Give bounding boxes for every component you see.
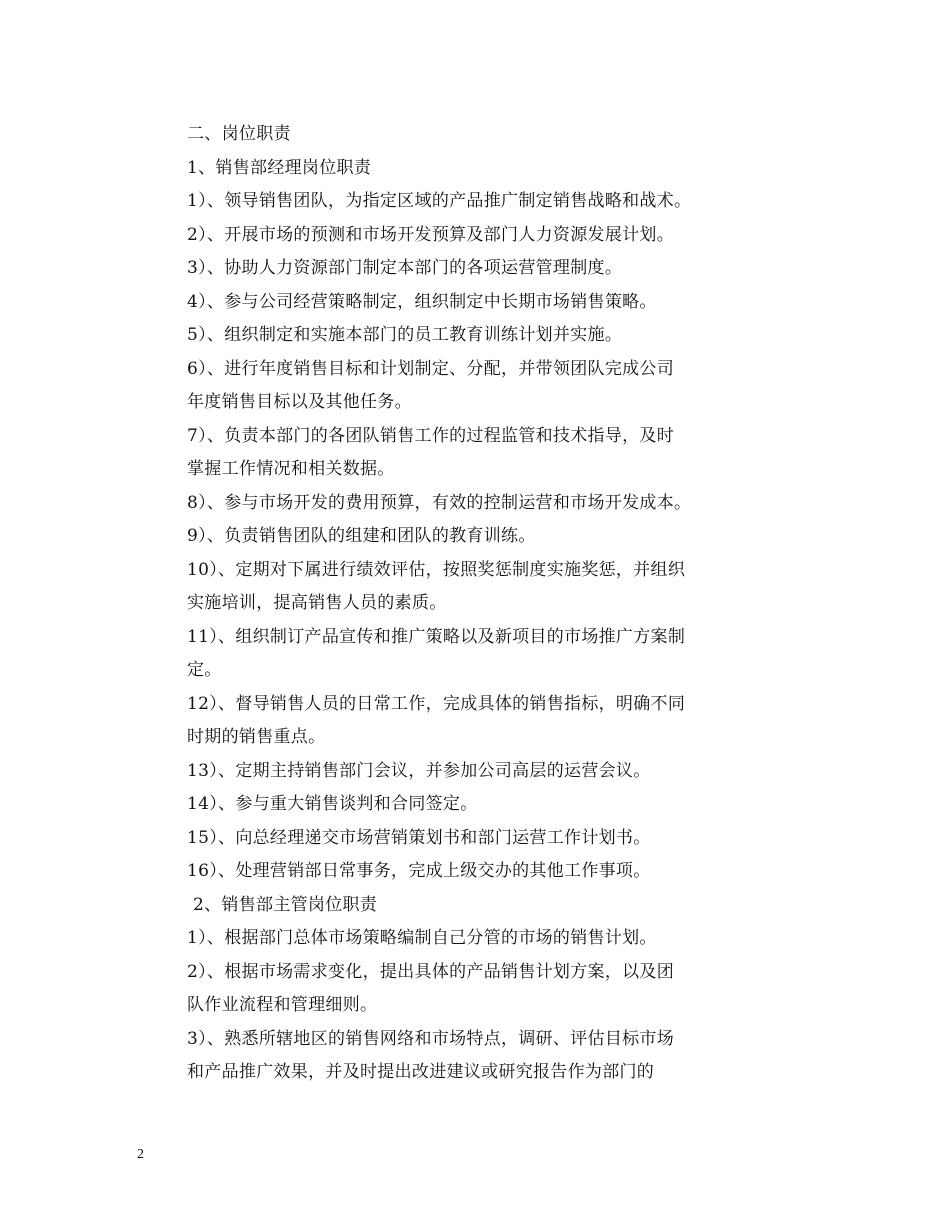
paragraph-line: 2）、根据市场需求变化，提出具体的产品销售计划方案，以及团 (187, 961, 675, 982)
paragraph-line: 5）、组织制定和实施本部门的员工教育训练计划并实施。 (187, 325, 623, 345)
paragraph-line: 3）、熟悉所辖地区的销售网络和市场特点，调研、评估目标市场 (187, 1028, 675, 1049)
paragraph-line: 2）、开展市场的预测和市场开发预算及部门人力资源发展计划。 (187, 224, 675, 245)
paragraph-line: 12）、督导销售人员的日常工作，完成具体的销售指标，明确不同 (187, 693, 686, 714)
paragraph-line: 8）、参与市场开发的费用预算，有效的控制运营和市场开发成本。 (187, 492, 692, 513)
paragraph-line: 11）、组织制订产品宣传和推广策略以及新项目的市场推广方案制 (187, 626, 686, 647)
paragraph-line: 时期的销售重点。 (187, 727, 326, 747)
paragraph-line: 6）、进行年度销售目标和计划制定、分配，并带领团队完成公司 (187, 358, 675, 379)
paragraph-line: 14）、参与重大销售谈判和合同签定。 (187, 794, 478, 814)
paragraph-line: 年度销售目标以及其他任务。 (187, 392, 412, 412)
section-heading: 二、岗位职责 (187, 124, 291, 144)
paragraph-line: 13）、定期主持销售部门会议，并参加公司高层的运营会议。 (187, 760, 651, 781)
paragraph-line: 定。 (187, 660, 222, 680)
page-number: 2 (137, 1147, 144, 1162)
subsection-heading: 2、销售部主管岗位职责 (193, 894, 378, 915)
paragraph-line: 16）、处理营销部日常事务，完成上级交办的其他工作事项。 (187, 861, 651, 881)
paragraph-line: 1）、领导销售团队，为指定区域的产品推广制定销售战略和战术。 (187, 191, 692, 211)
document-body (187, 118, 732, 1090)
paragraph-line: 15）、向总经理递交市场营销策划书和部门运营工作计划书。 (187, 827, 651, 848)
paragraph-line: 7）、负责本部门的各团队销售工作的过程监管和技术指导，及时 (187, 425, 675, 446)
paragraph-line: 3）、协助人力资源部门制定本部门的各项运营管理制度。 (187, 258, 623, 278)
paragraph-line: 9）、负责销售团队的组建和团队的教育训练。 (187, 526, 536, 546)
paragraph-line: 实施培训，提高销售人员的素质。 (187, 593, 447, 613)
paragraph-line: 10）、定期对下属进行绩效评估，按照奖惩制度实施奖惩，并组织 (187, 559, 686, 580)
paragraph-line: 4）、参与公司经营策略制定，组织制定中长期市场销售策略。 (187, 291, 657, 312)
paragraph-line: 和产品推广效果，并及时提出改进建议或研究报告作为部门的 (187, 1062, 655, 1082)
paragraph-line: 队作业流程和管理细则。 (187, 995, 378, 1015)
paragraph-line: 1）、根据部门总体市场策略编制自己分管的市场的销售计划。 (187, 928, 657, 948)
subsection-heading: 1、销售部经理岗位职责 (187, 157, 372, 178)
paragraph-line: 掌握工作情况和相关数据。 (187, 459, 395, 479)
